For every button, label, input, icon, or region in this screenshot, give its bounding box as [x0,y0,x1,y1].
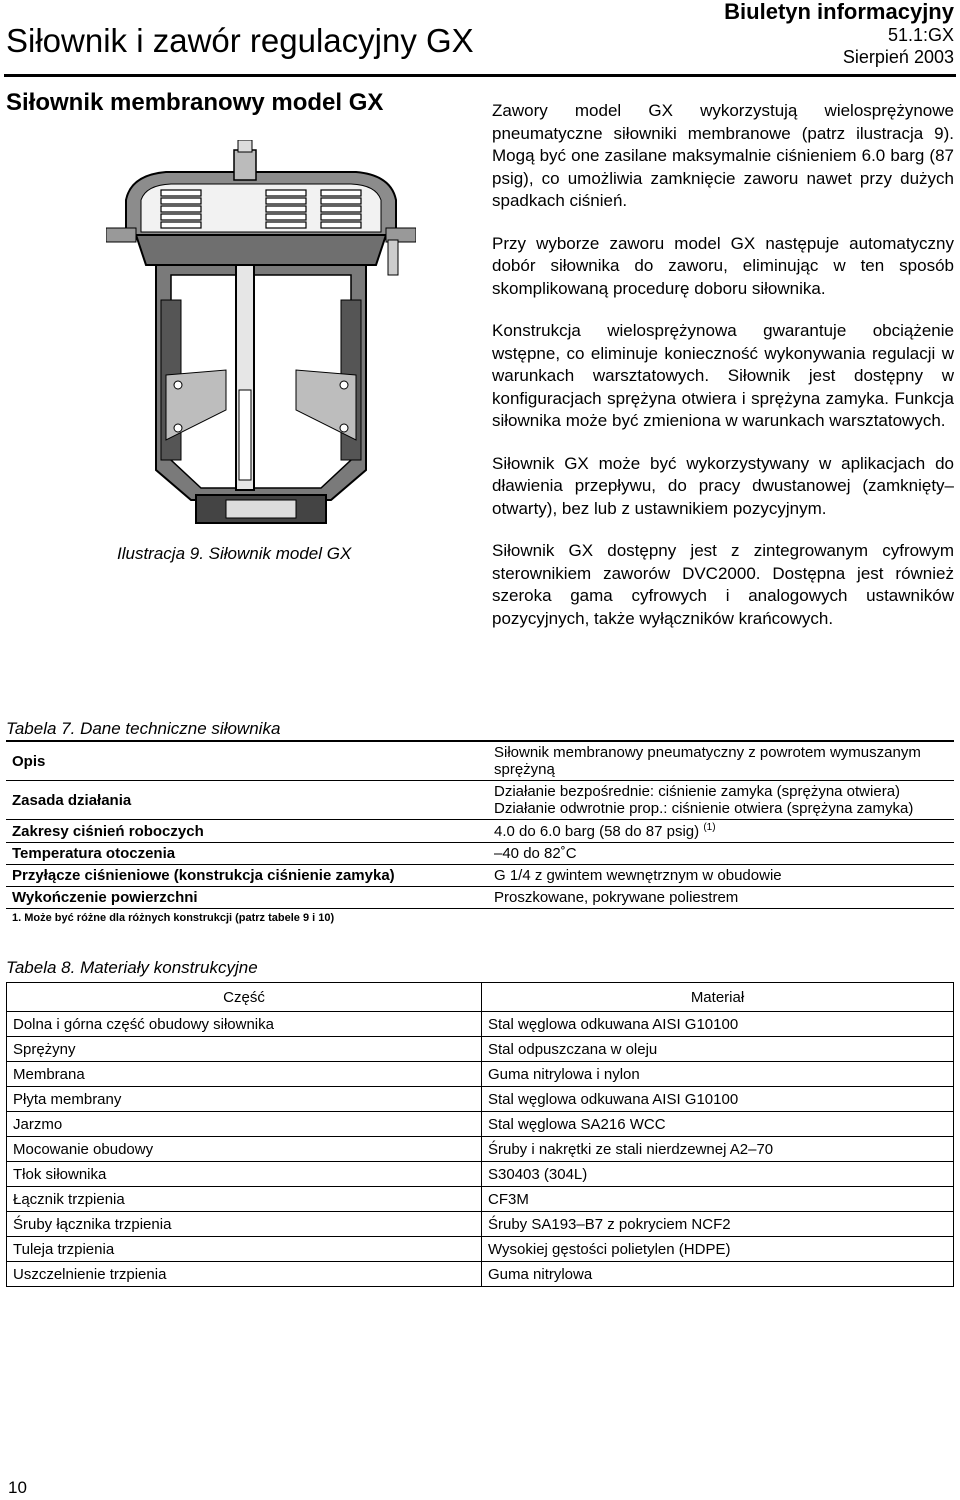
material-cell: Guma nitrylowa [482,1262,954,1287]
figure-caption: Ilustracja 9. Siłownik model GX [117,544,352,563]
table-value: Proszkowane, pokrywane poliestrem [488,887,954,909]
table-row [7,1262,954,1287]
table-row [7,1012,954,1037]
table-value: –40 do 82˚C [488,843,954,865]
table-row [7,1137,954,1162]
part-cell: Uszczelnienie trzpienia [7,1262,482,1287]
material-cell: Stal odpuszczana w oleju [482,1037,954,1062]
table-value [488,820,954,843]
table-row [7,1087,954,1112]
material-cell: Stal węglowa odkuwana AISI G10100 [482,1012,954,1037]
table-row [6,820,954,843]
paragraph: Przy wyborze zaworu model GX następuje automatyczny dobór siłownika do zaworu, eliminując w ten sposób skomplikowaną procedurę doboru siłownika. [492,233,954,298]
part-cell: Mocowanie obudowy [7,1137,482,1162]
header-divider [4,74,956,77]
material-cell: S30403 (304L) [482,1162,954,1187]
part-cell: Membrana [7,1062,482,1087]
material-cell: Śruby i nakrętki ze stali nierdzewnej A2–70 [482,1137,954,1162]
material-cell: Guma nitrylowa i nylon [482,1062,954,1087]
paragraph: Zawory model GX wykorzystują wielosprężynowe pneumatyczne siłowniki membranowe (patrz ilustracja 9). Mogą być one zasilane maksymalnie ciśnieniem 6.0 barg (87 psig), co umożliwia zamknięcie zaworu nawet przy dużych spadkach ciśnień. [492,101,954,210]
part-cell: Tuleja trzpienia [7,1237,482,1262]
table-row [7,1212,954,1237]
technical-data-table [6,740,954,926]
table7-caption-text: Dane techniczne siłownika [80,719,281,738]
paragraph: Siłownik GX dostępny jest z zintegrowanym cyfrowym sterownikiem zaworów DVC2000. Dostępna jest również szeroka gama cyfrowych i analogowych ustawników pozycyjnych, także wyłączników krańcowych. [492,541,954,628]
part-cell: Jarzmo [7,1112,482,1137]
table-value: Siłownik membranowy pneumatyczny z powrotem wymuszanym sprężyną [488,741,954,781]
table7-caption-label: Tabela 7. [6,719,76,738]
part-cell: Łącznik trzpienia [7,1187,482,1212]
materials-table [6,982,954,1287]
table-row [7,1187,954,1212]
table-row [7,1062,954,1087]
body-text [492,100,954,650]
table-footnote: 1. Może być różne dla różnych konstrukcji (patrz tabele 9 i 10) [12,912,335,924]
material-cell: Stal węglowa odkuwana AISI G10100 [482,1087,954,1112]
column-header-part: Część [7,983,482,1012]
table-value-text: 4.0 do 6.0 barg (58 do 87 psig) [494,823,700,840]
table8-caption-text: Materiały konstrukcyjne [80,958,258,977]
paragraph: Konstrukcja wielosprężynowa gwarantuje obciążenie wstępne, co eliminuje konieczność wykonywania regulacji w warunkach warsztatowych. Siłownik jest dostępny w konfiguracjach sprężyna otwiera i sprężyna zamyka. Funkcja siłownika może być zmieniona w warunkach warsztatowych. [492,321,954,430]
table-key: Zakresy ciśnień roboczych [6,820,488,843]
table7-caption [6,719,280,739]
bulletin-number: 51.1:GX [887,25,954,45]
table-row [7,1037,954,1062]
bulletin-info [724,0,954,68]
table-key: Zasada działania [6,781,488,820]
bulletin-title: Biuletyn informacyjny [724,0,954,24]
table-key: Przyłącze ciśnieniowe (konstrukcja ciśnienie zamyka) [6,865,488,887]
material-cell: CF3M [482,1187,954,1212]
table-header-row [7,983,954,1012]
part-cell: Tłok siłownika [7,1162,482,1187]
paragraph: Siłownik GX może być wykorzystywany w aplikacjach do dławienia przepływu, do pracy dwustanowej (zamknięty–otwarty), bez lub z ustawnikiem pozycyjnym. [492,453,954,518]
table-row [6,887,954,909]
material-cell: Wysokiej gęstości polietylen (HDPE) [482,1237,954,1262]
table-row [6,843,954,865]
page-number: 10 [8,1478,27,1497]
table-key: Wykończenie powierzchni [6,887,488,909]
part-cell: Dolna i górna część obudowy siłownika [7,1012,482,1037]
table-row [6,781,954,820]
table-row [6,741,954,781]
table-row [6,865,954,887]
material-cell: Śruby SA193–B7 z pokryciem NCF2 [482,1212,954,1237]
table8-caption [6,958,258,978]
section-title: Siłownik membranowy model GX [6,89,384,116]
actuator-illustration [106,140,416,535]
bulletin-date: Sierpień 2003 [842,47,954,67]
table-footnote-row [6,909,954,927]
table-row [7,1237,954,1262]
table-key: Opis [6,741,488,781]
table8-caption-label: Tabela 8. [6,958,76,977]
material-cell: Stal węglowa SA216 WCC [482,1112,954,1137]
table-value [488,781,954,820]
part-cell: Śruby łącznika trzpienia [7,1212,482,1237]
part-cell: Płyta membrany [7,1087,482,1112]
document-title: Siłownik i zawór regulacyjny GX [6,22,474,59]
table-value-line: Działanie odwrotnie prop.: ciśnienie otwiera (sprężyna zamyka) [494,800,914,817]
table-value-line: Działanie bezpośrednie: ciśnienie zamyka (sprężyna otwiera) [494,783,901,800]
table-row [7,1162,954,1187]
footnote-ref: (1) [703,822,716,833]
column-header-material: Materiał [482,983,954,1012]
table-value: G 1/4 z gwintem wewnętrznym w obudowie [488,865,954,887]
table-key: Temperatura otoczenia [6,843,488,865]
part-cell: Sprężyny [7,1037,482,1062]
table-row [7,1112,954,1137]
